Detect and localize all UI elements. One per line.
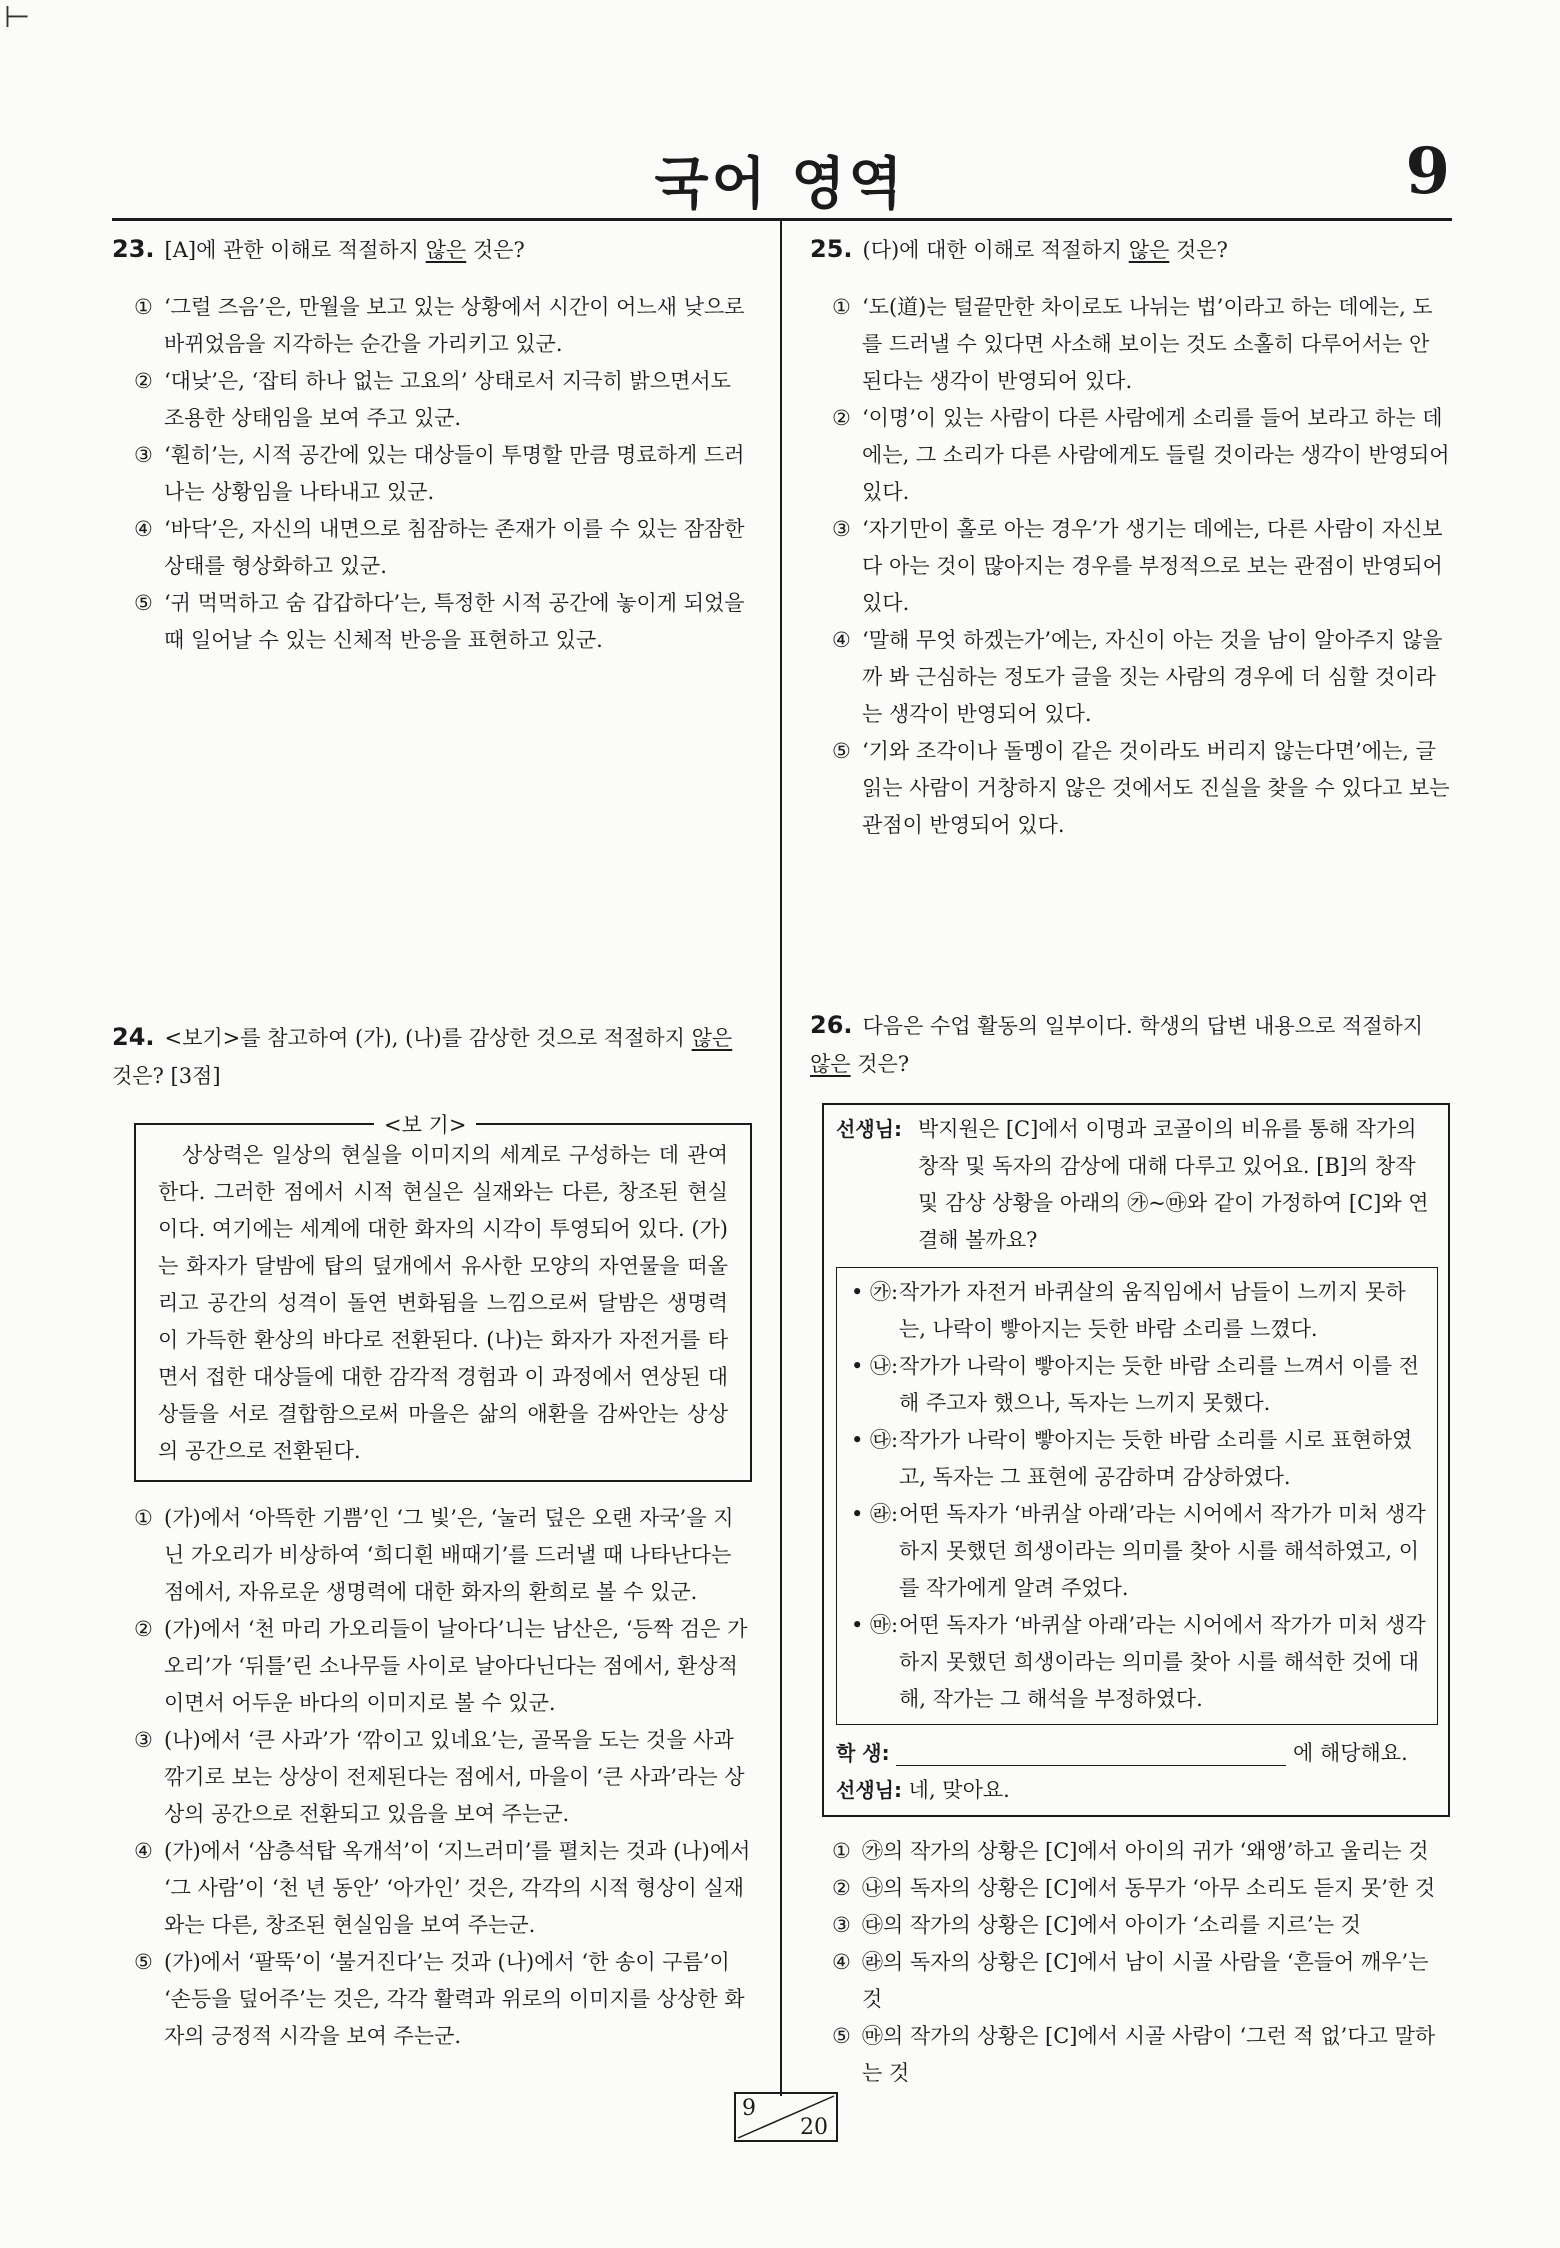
option-1[interactable]: ① (가)에서 ‘아뜩한 기쁨’인 ‘그 빛’은, ‘눌러 덮은 오랜 자국’을 지닌 가오리가 비상하여 ‘희디흰 배때기’를 드러낼 때 나타난다는 점에서, 자유로운 생명력에 대한 화자의 환희로 볼 수 있군. xyxy=(134,1506,734,1604)
scenario-item: • ㉰: 작가가 나락이 빻아지는 듯한 바람 소리를 시로 표현하였고, 독자는 그 표현에 공감하며 감상하였다. xyxy=(851,1428,1413,1489)
page-indicator xyxy=(734,2092,838,2142)
option-2[interactable]: ② ㉯의 독자의 상황은 [C]에서 동무가 ‘아무 소리도 듣지 못’한 것 xyxy=(832,1876,1436,1900)
bogi-text: 상상력은 일상의 현실을 이미지의 세계로 구성하는 데 관여한다. 그러한 점에서 시적 현실은 실재와는 다른, 창조된 현실이다. 여기에는 세계에 대한 화자의 시각이 투영되어 있다. (가)는 화자가 달밤에 탑의 덮개에서 유사한 모양의 자연물을 떠올리고 공간의 성격이 돌연 변화됨을 느낌으로써 달밤은 생명력이 가득한 환상의 바다로 전환된다. (나)는 화자가 자전거를 타면서 접한 대상들에 대한 감각적 경험과 이 과정에서 연상된 대상들을 서로 결합함으로써 마을은 삶의 애환을 감싸안는 상상의 공간으로 전환된다. xyxy=(158,1143,729,1463)
option-3[interactable]: ③ ㉰의 작가의 상황은 [C]에서 아이가 ‘소리를 지르’는 것 xyxy=(832,1913,1361,1937)
option-3[interactable]: ③ (나)에서 ‘큰 사과’가 ‘깎이고 있네요’는, 골목을 도는 것을 사과 깎기로 보는 상상이 전제된다는 점에서, 마을이 ‘큰 사과’라는 상상의 공간으로 전환되고 있음을 보여 주는군. xyxy=(134,1728,745,1826)
scenario-box xyxy=(836,1267,1438,1725)
bogi-title: <보 기> xyxy=(374,1109,476,1139)
column-divider xyxy=(780,220,782,2096)
option-4[interactable]: ④ (가)에서 ‘삼층석탑 옥개석’이 ‘지느러미’를 펼치는 것과 (나)에서 ‘그 사람’이 ‘천 년 동안’ ‘아가인’ 것은, 각각의 시적 형상이 실재와는 다른, 창조된 현실임을 보여 주는군. xyxy=(134,1839,751,1937)
option-3[interactable]: ③ ‘훤히’는, 시적 공간에 있는 대상들이 투명할 만큼 명료하게 드러나는 상황임을 나타내고 있군. xyxy=(134,443,745,504)
option-1[interactable]: ① ‘그럴 즈음’은, 만월을 보고 있는 상황에서 시간이 어느새 낮으로 바뀌었음을 지각하는 순간을 가리키고 있군. xyxy=(134,295,745,356)
page-current: 9 xyxy=(742,2096,756,2121)
question-stem: 24. <보기>를 참고하여 (가), (나)를 감상한 것으로 적절하지 않은 것은? [3점] xyxy=(112,1023,733,1088)
scenario-item: • ㉱: 어떤 독자가 ‘바퀴살 아래’라는 시어에서 작가가 미처 생각하지 못했던 희생이라는 의미를 찾아 시를 해석하였고, 이를 작가에게 알려 주었다. xyxy=(851,1502,1426,1600)
options-list xyxy=(112,1500,752,2055)
bogi-box xyxy=(134,1123,752,1482)
option-3[interactable]: ③ ‘자기만이 홀로 아는 경우’가 생기는 데에는, 다른 사람이 자신보다 아는 것이 많아지는 경우를 부정적으로 보는 관점이 반영되어 있다. xyxy=(832,517,1443,615)
teacher-label: 선생님: xyxy=(836,1117,902,1141)
option-4[interactable]: ④ ㉱의 독자의 상황은 [C]에서 남이 시골 사람을 ‘흔들어 깨우’는 것 xyxy=(832,1950,1429,2011)
question-number: 26. xyxy=(810,1011,853,1039)
page-total: 20 xyxy=(800,2115,828,2140)
teacher-line: 선생님: 박지원은 [C]에서 이명과 코골이의 비유를 통해 작가의 창작 및 독자의 감상에 대해 다루고 있어요. [B]의 창작 및 감상 상황을 아래의 ㉮~㉲와 같이 가정하여 [C]와 연결해 볼까요? xyxy=(836,1111,1438,1259)
scenario-item: • ㉲: 어떤 독자가 ‘바퀴살 아래’라는 시어에서 작가가 미처 생각하지 못했던 희생이라는 의미를 찾아 시를 해석한 것에 대해, 작가는 그 해석을 부정하였다. xyxy=(851,1613,1426,1711)
question-stem: 25. (다)에 대한 이해로 적절하지 않은 것은? xyxy=(810,235,1228,263)
question-number: 25. xyxy=(810,235,853,263)
options-list xyxy=(810,289,1450,844)
option-5[interactable]: ⑤ ‘기와 조각이나 돌멩이 같은 것이라도 버리지 않는다면’에는, 글 읽는 사람이 거창하지 않은 것에서도 진실을 찾을 수 있다고 보는 관점이 반영되어 있다. xyxy=(832,739,1450,837)
question-23 xyxy=(112,230,752,659)
option-4[interactable]: ④ ‘바닥’은, 자신의 내면으로 침잠하는 존재가 이를 수 있는 잠잠한 상태를 형상화하고 있군. xyxy=(134,517,745,578)
dialogue-box xyxy=(822,1103,1450,1817)
header-page-number: 9 xyxy=(1405,134,1450,209)
student-line: 학 생: 에 해당해요. xyxy=(836,1741,1408,1765)
answer-blank xyxy=(896,1743,1286,1766)
option-2[interactable]: ② ‘이명’이 있는 사람이 다른 사람에게 소리를 들어 보라고 하는 데에는, 그 소리가 다른 사람에게도 들릴 것이라는 생각이 반영되어 있다. xyxy=(832,406,1450,504)
teacher-reply-line: 선생님: 네, 맞아요. xyxy=(836,1778,1010,1802)
header-rule xyxy=(112,218,1452,221)
question-24 xyxy=(112,1018,752,2055)
option-1[interactable]: ① ㉮의 작가의 상황은 [C]에서 아이의 귀가 ‘왜앵’하고 울리는 것 xyxy=(832,1839,1429,1863)
option-2[interactable]: ② (가)에서 ‘천 마리 가오리들이 날아다’니는 남산은, ‘등짝 검은 가오리’가 ‘뒤틀’린 소나무들 사이로 날아다닌다는 점에서, 환상적이면서 어두운 바다의 이미지로 볼 수 있군. xyxy=(134,1617,748,1715)
question-number: 23. xyxy=(112,235,155,263)
question-26 xyxy=(810,1006,1450,2092)
question-number: 24. xyxy=(112,1023,155,1051)
scenario-item: • ㉮: 작가가 자전거 바퀴살의 움직임에서 남들이 느끼지 못하는, 나락이 빻아지는 듯한 바람 소리를 느꼈다. xyxy=(851,1280,1406,1341)
corner-mark: ⊢ xyxy=(4,0,31,35)
question-stem: 26. 다음은 수업 활동의 일부이다. 학생의 답변 내용으로 적절하지 않은 것은? xyxy=(810,1011,1424,1076)
scenario-item: • ㉯: 작가가 나락이 빻아지는 듯한 바람 소리를 느껴서 이를 전해 주고자 했으나, 독자는 느끼지 못했다. xyxy=(851,1354,1419,1415)
teacher-label: 선생님: xyxy=(836,1778,902,1802)
question-25 xyxy=(810,230,1450,844)
option-5[interactable]: ⑤ ㉲의 작가의 상황은 [C]에서 시골 사람이 ‘그런 적 없’다고 말하는 것 xyxy=(832,2024,1436,2085)
option-5[interactable]: ⑤ (가)에서 ‘팔뚝’이 ‘불거진다’는 것과 (나)에서 ‘한 송이 구름’이 ‘손등을 덮어주’는 것은, 각각 활력과 위로의 이미지를 상상한 화자의 긍정적 시각을 보여 주는군. xyxy=(134,1950,745,2048)
student-label: 학 생: xyxy=(836,1741,890,1765)
option-2[interactable]: ② ‘대낮’은, ‘잡티 하나 없는 고요의’ 상태로서 지극히 밝으면서도 조용한 상태임을 보여 주고 있군. xyxy=(134,369,731,430)
bogi-section xyxy=(112,1113,752,1482)
options-list xyxy=(112,289,752,659)
option-1[interactable]: ① ‘도(道)는 털끝만한 차이로도 나뉘는 법’이라고 하는 데에는, 도를 드러낼 수 있다면 사소해 보이는 것도 소홀히 다루어서는 안 된다는 생각이 반영되어 있다. xyxy=(832,295,1433,393)
options-list xyxy=(810,1833,1450,2092)
question-stem: 23. [A]에 관한 이해로 적절하지 않은 것은? xyxy=(112,235,525,263)
option-5[interactable]: ⑤ ‘귀 먹먹하고 숨 갑갑하다’는, 특정한 시적 공간에 놓이게 되었을 때 일어날 수 있는 신체적 반응을 표현하고 있군. xyxy=(134,591,745,652)
page-title: 국어 영역 xyxy=(654,152,906,217)
option-4[interactable]: ④ ‘말해 무엇 하겠는가’에는, 자신이 아는 것을 남이 알아주지 않을까 봐 근심하는 정도가 글을 짓는 사람의 경우에 더 심할 것이라는 생각이 반영되어 있다. xyxy=(832,628,1443,726)
